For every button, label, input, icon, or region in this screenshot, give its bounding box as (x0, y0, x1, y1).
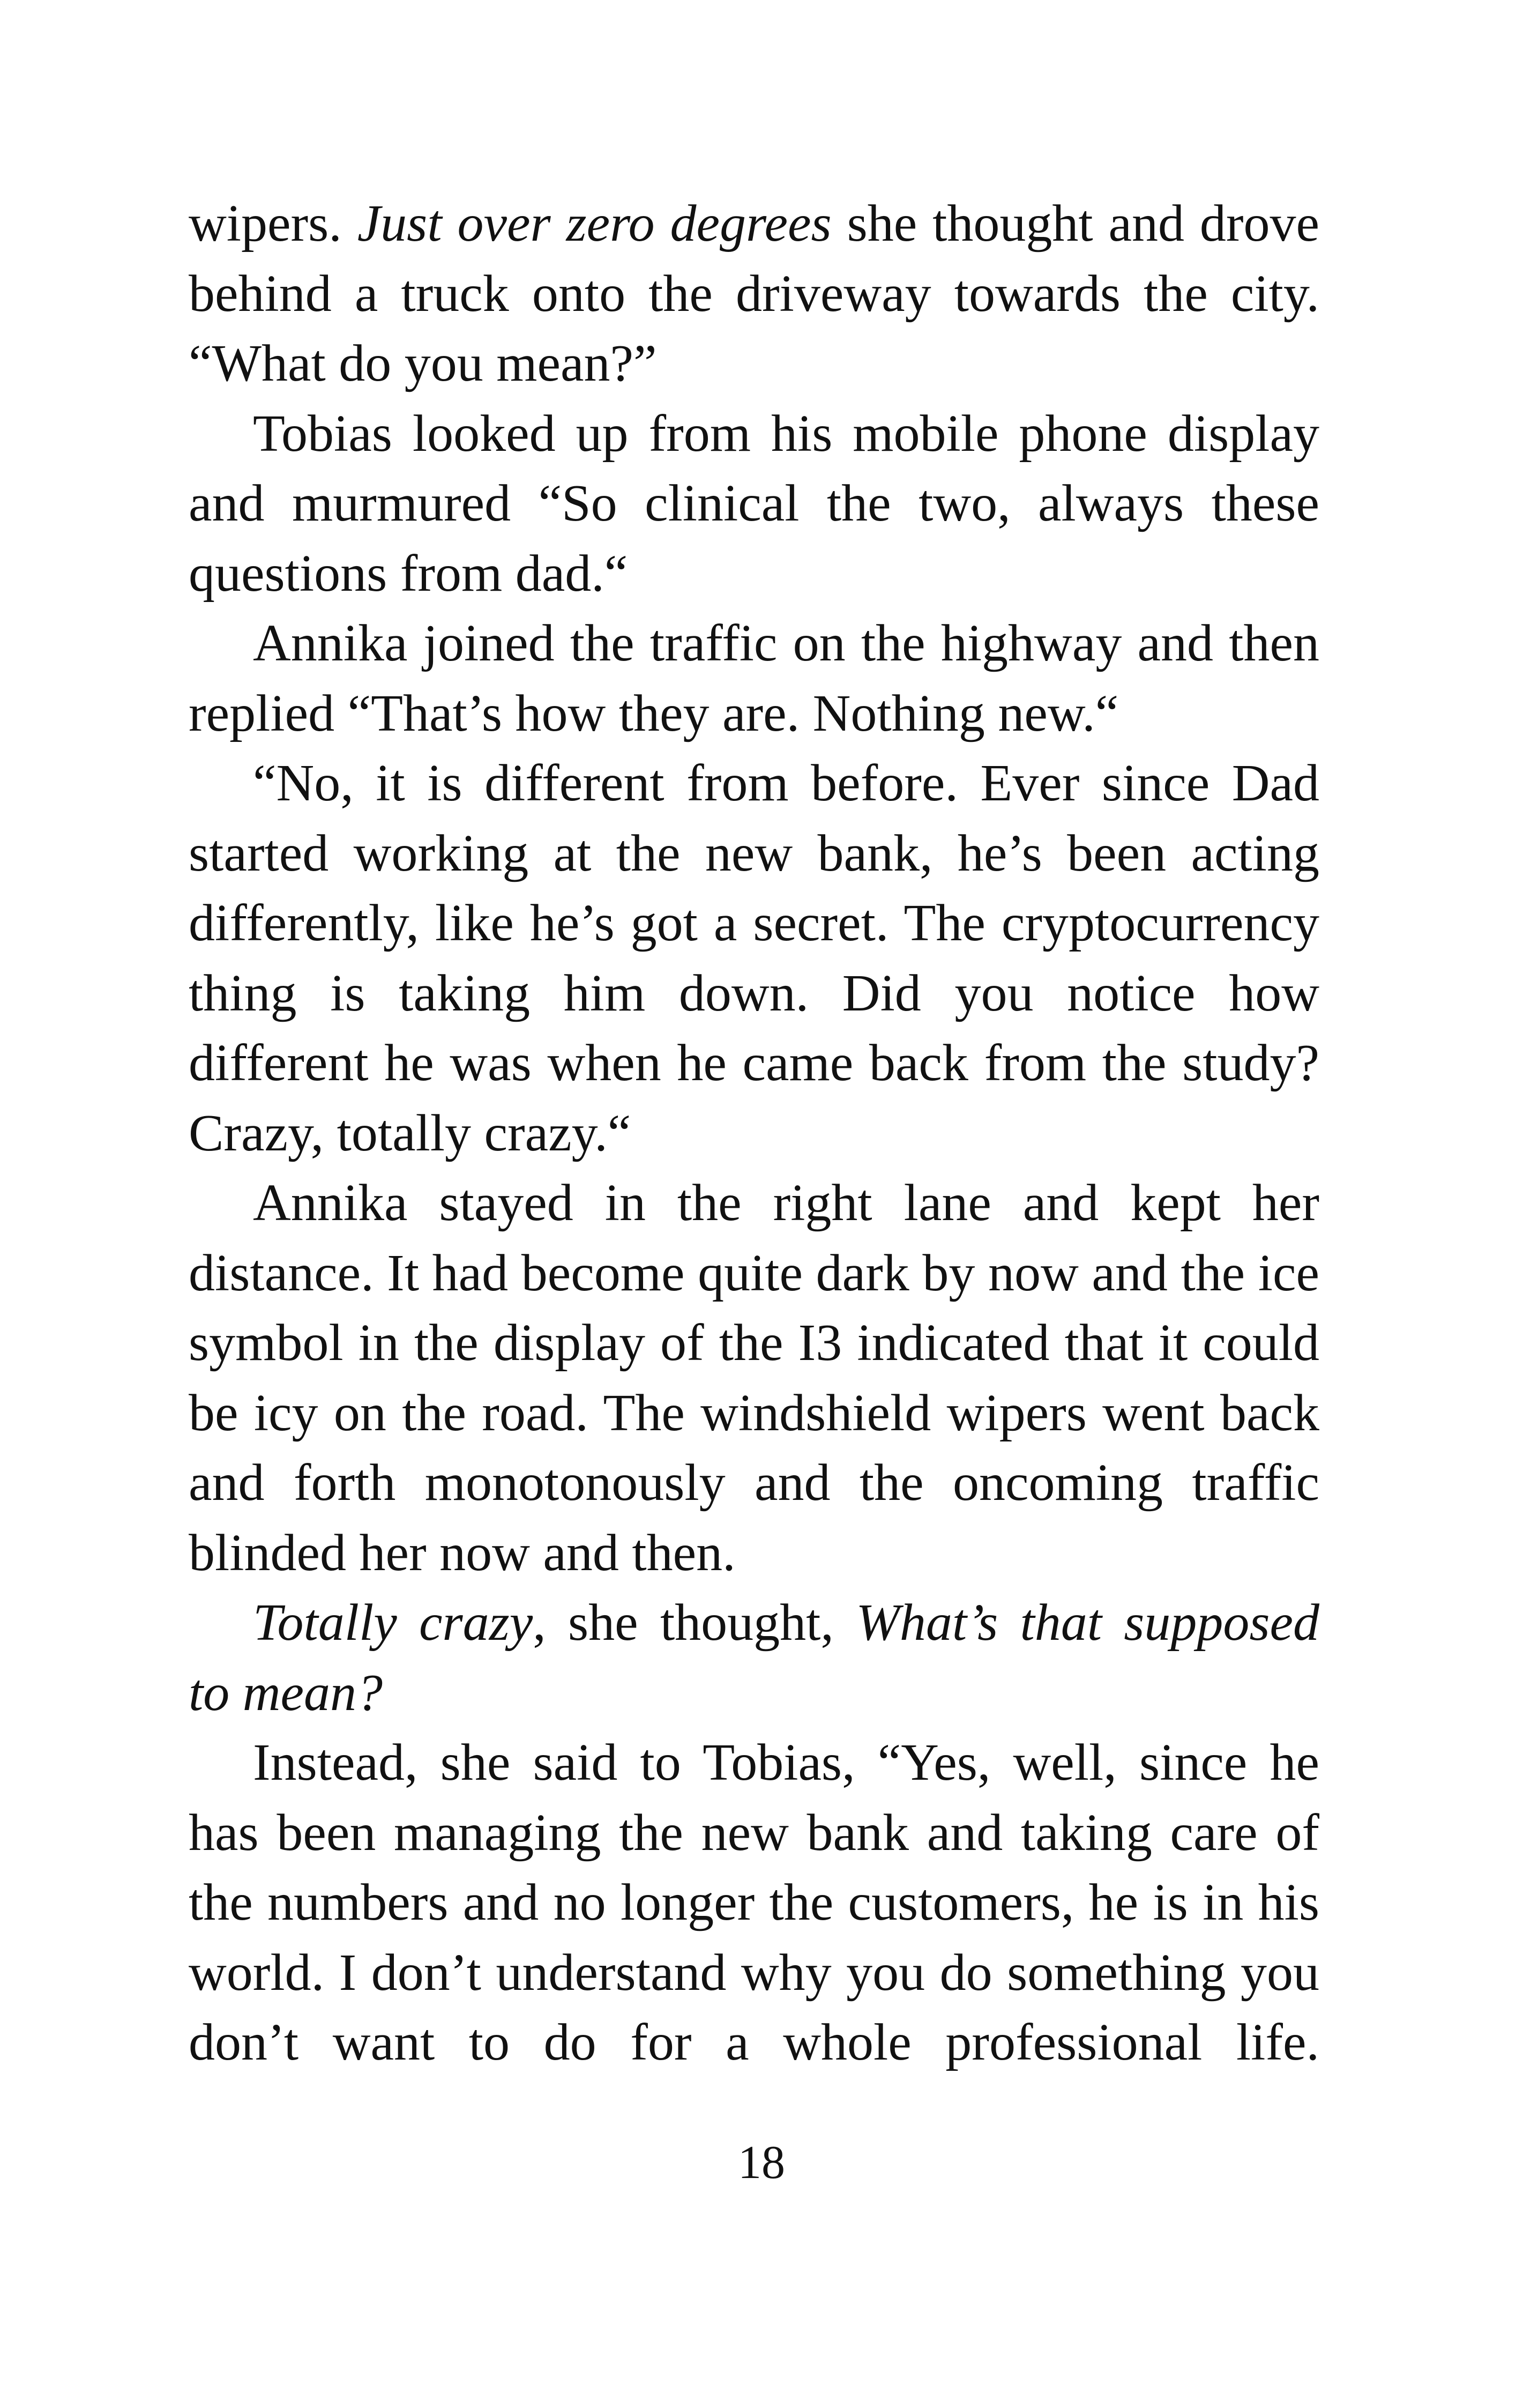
text-segment: , she thought, (533, 1594, 856, 1652)
italic-text-segment: What’s that supposed to mean? (189, 1594, 1320, 1722)
body-text (189, 189, 1319, 2078)
italic-text-segment: Just over zero degrees (357, 195, 832, 252)
italic-text-segment: Totally crazy (253, 1594, 533, 1652)
text-segment: Annika joined the traffic on the highway and then replied “That’s how they are. Nothing new.“ (189, 614, 1319, 742)
paragraph-3 (189, 608, 1319, 748)
text-segment: “No, it is different from before. Ever since Dad started working at the new bank, he’s been acting differently, like he’s got a secret. The cryptocurrency thing is taking him down. Did you notice how different he was when he came back from the study? Crazy, totally crazy.“ (189, 754, 1319, 1162)
text-segment: she thought and drove behind a truck onto the driveway towards the city. “What do you mean?” (189, 195, 1320, 392)
text-segment: Tobias looked up from his mobile phone display and murmured “So clinical the two, always these questions from dad.“ (189, 404, 1319, 603)
paragraph-5 (189, 1168, 1319, 1588)
text-segment: Instead, she said to Tobias, “Yes, well, since he has been managing the new bank and taking care of the numbers and no longer the customers, he is in his world. I don’t understand why you do something you don’t want to do for a whole professional life. (189, 1734, 1319, 2071)
page-number: 18 (738, 2137, 785, 2189)
paragraph-1 (189, 189, 1319, 399)
paragraph-7 (189, 1728, 1319, 2078)
paragraph-2 (189, 399, 1319, 609)
paragraph-6 (189, 1588, 1319, 1728)
text-segment: wipers. (189, 195, 357, 252)
paragraph-4 (189, 748, 1319, 1168)
text-segment: Annika stayed in the right lane and kept her distance. It had become quite dark by now and the ice symbol in the display of the I3 indicated that it could be icy on the road. The windshield wipers went back and forth monotonously and the oncoming traffic blinded her now and then. (189, 1174, 1319, 1582)
